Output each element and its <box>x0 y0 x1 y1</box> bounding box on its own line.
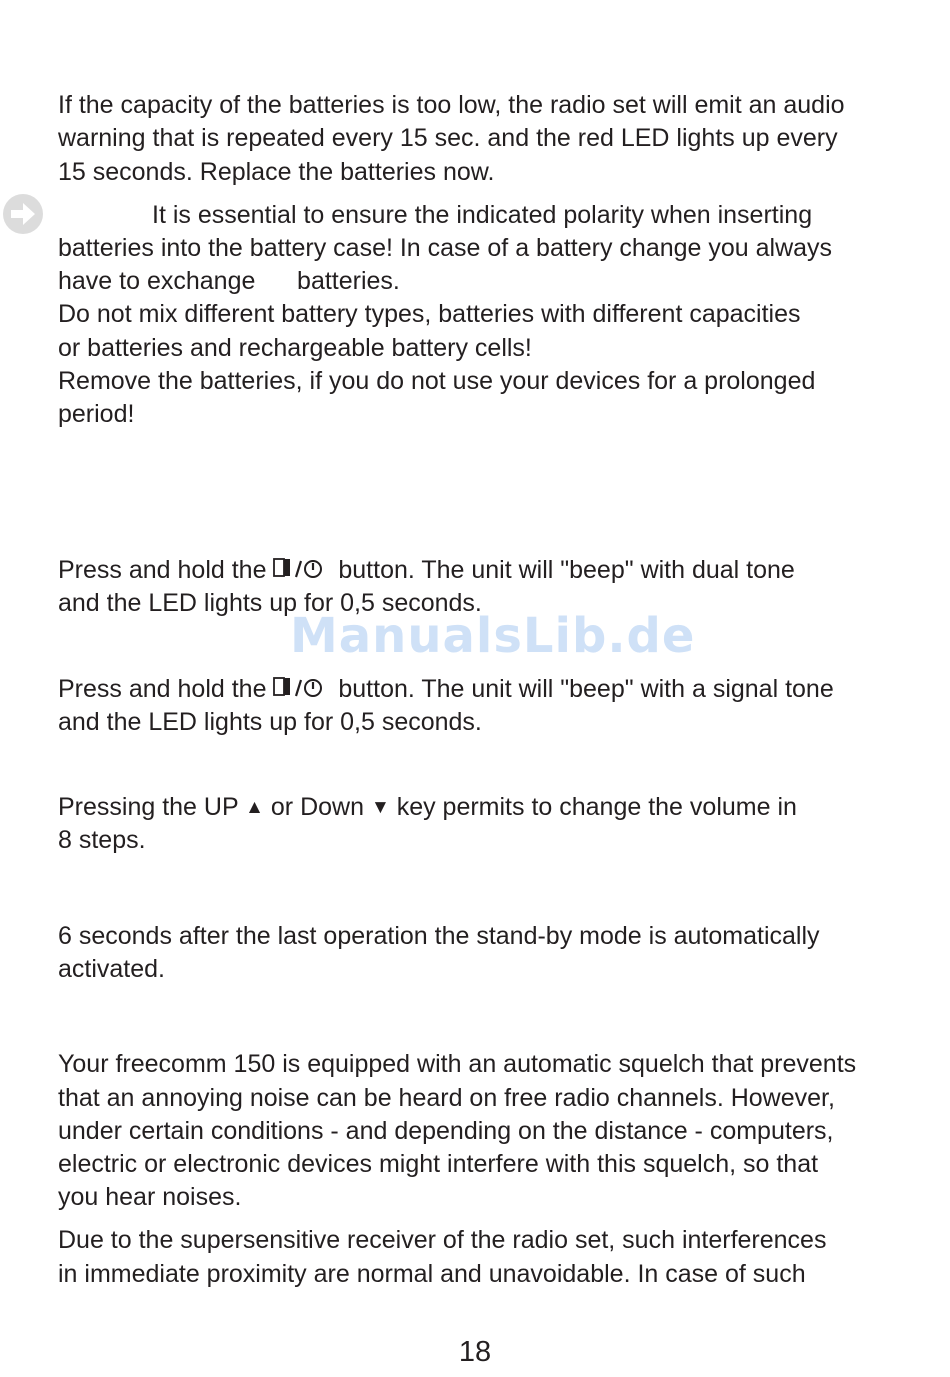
polarity-note-line-3: have to exchange batteries. <box>58 267 400 295</box>
polarity-note-line-6: Remove the batteries, if you do not use your devices for a prolonged <box>58 367 816 395</box>
watermark: ManualsLib.de <box>290 608 696 664</box>
volume-part-2: or Down <box>263 793 371 821</box>
interference-line-1: Due to the supersensitive receiver of the radio set, such interferences <box>58 1226 827 1254</box>
switch-off-line-2: and the LED lights up for 0,5 seconds. <box>58 708 482 736</box>
monitor-power-icon <box>273 557 331 581</box>
monitor-power-icon <box>273 676 331 700</box>
polarity-note-line-7: period! <box>58 400 135 428</box>
switch-on-suffix: button. The unit will "beep" with dual tone <box>331 556 795 584</box>
squelch-line-5: you hear noises. <box>58 1183 242 1211</box>
battery-warning-line-1: If the capacity of the batteries is too low, the radio set will emit an audio <box>58 91 845 119</box>
polarity-note-line-5: or batteries and rechargeable battery cells! <box>58 334 532 362</box>
up-triangle-icon: ▲ <box>245 797 264 818</box>
polarity-note-line-2: batteries into the battery case! In case of a battery change you always <box>58 234 833 262</box>
battery-warning-line-3: 15 seconds. Replace the batteries now. <box>58 158 495 186</box>
squelch-line-4: electric or electronic devices might interfere with this squelch, so that <box>58 1150 819 1178</box>
standby-line-1: 6 seconds after the last operation the stand-by mode is automatically <box>58 922 820 950</box>
battery-warning-line-2: warning that is repeated every 15 sec. and the red LED lights up every <box>58 124 838 152</box>
volume-line-2: 8 steps. <box>58 826 146 854</box>
switch-off-suffix: button. The unit will "beep" with a signal tone <box>331 675 834 703</box>
page-number: 18 <box>458 1336 492 1368</box>
switch-on-prefix: Press and hold the <box>58 556 274 584</box>
squelch-line-1: Your freecomm 150 is equipped with an automatic squelch that prevents <box>58 1050 857 1078</box>
interference-line-2: in immediate proximity are normal and unavoidable. In case of such <box>58 1260 806 1288</box>
switch-off-line-1 <box>58 673 834 706</box>
volume-part-1: Pressing the UP <box>58 793 246 821</box>
squelch-line-3: under certain conditions - and depending on the distance - computers, <box>58 1117 834 1145</box>
switch-on-line-1 <box>58 554 795 587</box>
squelch-line-2: that an annoying noise can be heard on free radio channels. However, <box>58 1084 835 1112</box>
switch-on-line-2: and the LED lights up for 0,5 seconds. <box>58 589 482 617</box>
arrow-right-circle-icon <box>2 193 44 235</box>
standby-line-2: activated. <box>58 955 166 983</box>
polarity-note-line-1: It is essential to ensure the indicated polarity when inserting <box>152 201 813 229</box>
volume-part-3: key permits to change the volume in <box>389 793 797 821</box>
down-triangle-icon: ▼ <box>370 797 390 818</box>
volume-line-1 <box>58 791 797 824</box>
switch-off-prefix: Press and hold the <box>58 675 274 703</box>
polarity-note-line-4: Do not mix different battery types, batteries with different capacities <box>58 300 801 328</box>
